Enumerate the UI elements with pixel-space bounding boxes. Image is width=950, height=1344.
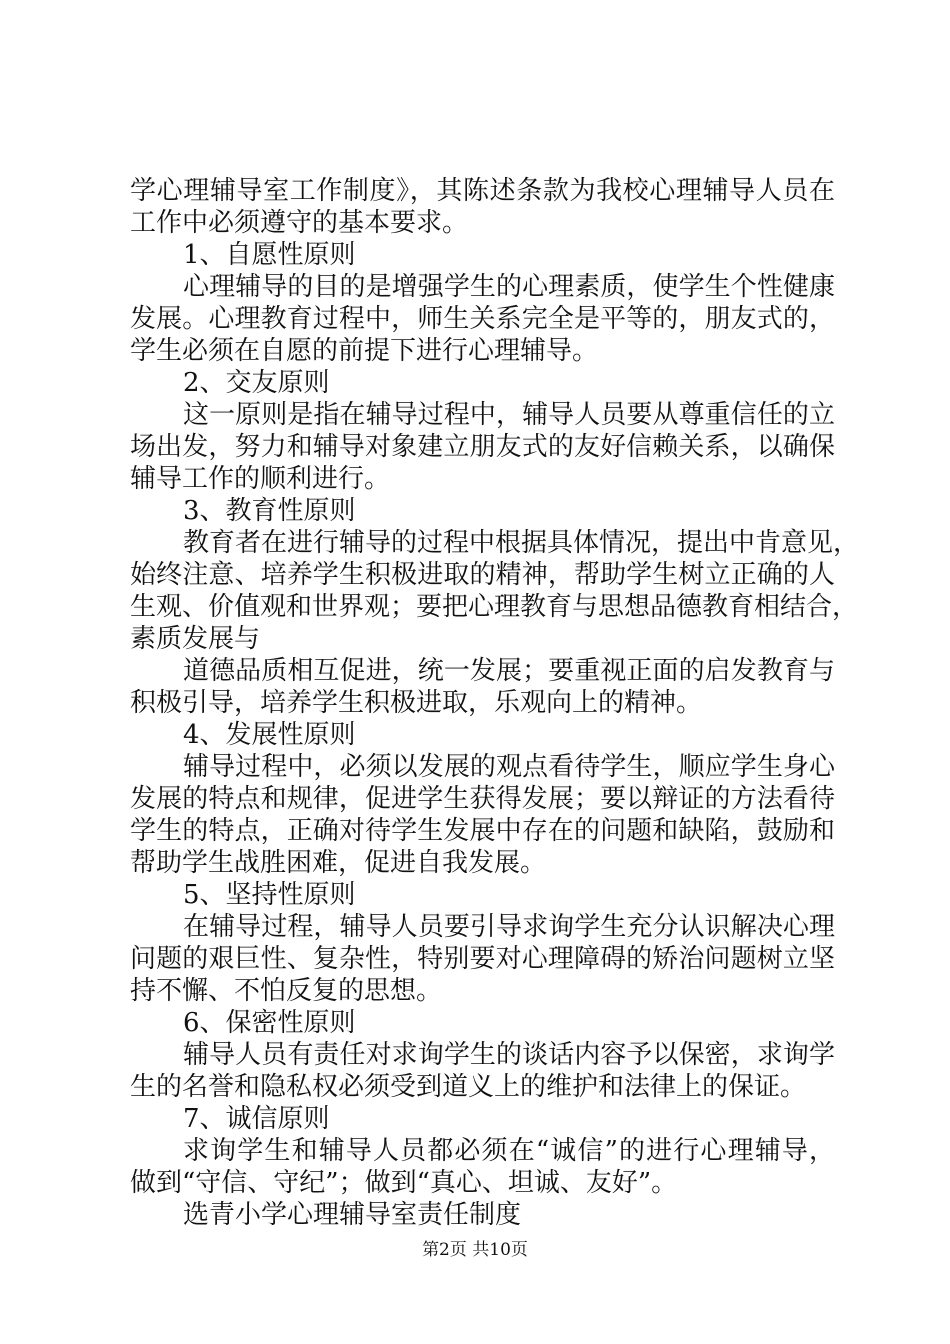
text-line: 生的名誉和隐私权必须受到道义上的维护和法律上的保证。 xyxy=(130,1072,807,1102)
text-line: 素质发展与 xyxy=(130,624,261,654)
text-line: 持不懈、不怕反复的思想。 xyxy=(130,976,443,1006)
text-line: 工作中必须遵守的基本要求。 xyxy=(130,208,469,238)
text-line: 学生必须在自愿的前提下进行心理辅导。 xyxy=(130,336,599,366)
section-heading: 6、保密性原则 xyxy=(183,1008,356,1038)
text-line: 场出发，努力和辅导对象建立朋友式的友好信赖关系，以确保 xyxy=(130,432,835,462)
document-body xyxy=(130,175,860,1231)
text-line: 这一原则是指在辅导过程中，辅导人员要从尊重信任的立 xyxy=(183,400,835,430)
text-line: 生观、价值观和世界观；要把心理教育与思想品德教育相结合， xyxy=(130,592,859,622)
text-line: 在辅导过程，辅导人员要引导求询学生充分认识解决心理 xyxy=(183,912,835,942)
text-line: 帮助学生战胜困难，促进自我发展。 xyxy=(130,848,547,878)
section-heading: 4、发展性原则 xyxy=(183,720,356,750)
section-heading: 5、坚持性原则 xyxy=(183,880,356,910)
text-line: 辅导过程中，必须以发展的观点看待学生，顺应学生身心 xyxy=(183,752,835,782)
text-line: 发展的特点和规律，促进学生获得发展；要以辩证的方法看待 xyxy=(130,784,835,814)
page-number-footer: 第2页 共10页 xyxy=(422,1240,528,1260)
text-line: 始终注意、培养学生积极进取的精神，帮助学生树立正确的人 xyxy=(130,560,835,590)
text-line: 学生的特点，正确对待学生发展中存在的问题和缺陷，鼓励和 xyxy=(130,816,835,846)
text-line: 问题的艰巨性、复杂性，特别要对心理障碍的矫治问题树立坚 xyxy=(130,944,835,974)
text-line: 做到“守信、守纪”；做到“真心、坦诚、友好”。 xyxy=(130,1168,678,1198)
section-heading: 2、交友原则 xyxy=(183,368,330,398)
text-line: 道德品质相互促进，统一发展；要重视正面的启发教育与 xyxy=(183,656,835,686)
text-line: 积极引导，培养学生积极进取，乐观向上的精神。 xyxy=(130,688,703,718)
section-heading: 3、教育性原则 xyxy=(183,496,356,526)
text-line: 发展。心理教育过程中，师生关系完全是平等的，朋友式的， xyxy=(130,304,835,334)
section-heading: 1、自愿性原则 xyxy=(183,240,356,270)
text-line: 辅导人员有责任对求询学生的谈话内容予以保密，求询学 xyxy=(183,1040,835,1070)
section-heading: 7、诚信原则 xyxy=(183,1104,330,1134)
text-line: 选青小学心理辅导室责任制度 xyxy=(183,1200,522,1230)
text-line: 辅导工作的顺利进行。 xyxy=(130,464,391,494)
text-line: 求询学生和辅导人员都必须在“诚信”的进行心理辅导， xyxy=(183,1136,835,1166)
text-line: 学心理辅导室工作制度》，其陈述条款为我校心理辅导人员在 xyxy=(130,176,835,206)
text-line: 教育者在进行辅导的过程中根据具体情况，提出中肯意见， xyxy=(183,528,860,558)
text-line: 心理辅导的目的是增强学生的心理素质，使学生个性健康 xyxy=(183,272,835,302)
